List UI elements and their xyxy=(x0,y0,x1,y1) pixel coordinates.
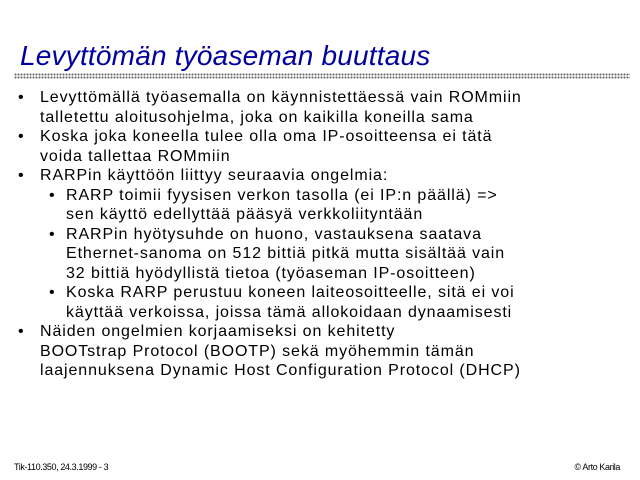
bullet-icon: • xyxy=(18,167,25,184)
bullet-line: Näiden ongelmien korjaamiseksi on kehitetty xyxy=(40,323,396,340)
bullet-line: RARPin käyttöön liittyy seuraavia ongelmia: xyxy=(40,167,389,184)
bullet-icon: • xyxy=(18,323,25,340)
bullet-icon: • xyxy=(18,89,25,106)
bullet-line: Koska joka koneella tulee olla oma IP-osoitteensa ei tätä xyxy=(40,128,493,145)
bullet-item xyxy=(0,88,640,127)
bullet-line: RARPin hyötysuhde on huono, vastauksena saatava xyxy=(66,225,482,243)
bullet-item xyxy=(0,127,640,166)
sub-bullet-item xyxy=(0,283,640,322)
bullet-line: voida tallettaa ROMmiin xyxy=(40,147,231,165)
title-divider xyxy=(14,73,630,79)
bullet-icon: • xyxy=(49,284,56,301)
bullet-line: Levyttömällä työasemalla on käynnistettäessä vain ROMmiin xyxy=(40,89,522,106)
bullet-line: Koska RARP perustuu koneen laiteosoitteelle, sitä ei voi xyxy=(66,284,515,301)
bullet-item xyxy=(0,322,640,381)
bullet-line: käyttää verkoissa, joissa tämä allokoidaan dynaamisesti xyxy=(66,303,513,321)
bullet-line: BOOTstrap Protocol (BOOTP) sekä myöhemmin tämän xyxy=(40,342,475,360)
bullet-item xyxy=(0,166,640,186)
footer-course-info: Tik-110.350, 24.3.1999 - 3 xyxy=(14,462,109,472)
bullet-icon: • xyxy=(18,128,25,145)
bullet-icon: • xyxy=(49,225,56,243)
bullet-line: sen käyttö edellyttää pääsyä verkkoliityntään xyxy=(66,206,424,223)
bullet-line: RARP toimii fyysisen verkon tasolla (ei IP:n päällä) => xyxy=(66,186,498,204)
slide-title: Levyttömän työaseman buuttaus xyxy=(20,40,431,71)
sub-bullet-item xyxy=(0,225,640,284)
bullet-icon: • xyxy=(49,186,56,204)
bullet-line: Ethernet-sanoma on 512 bittiä pitkä mutta sisältää vain xyxy=(66,245,506,262)
bullet-list xyxy=(0,88,640,381)
sub-bullet-item xyxy=(0,186,640,225)
bullet-line: 32 bittiä hyödyllistä tietoa (työaseman IP-osoitteen) xyxy=(66,264,476,282)
footer-copyright: © Arto Karila xyxy=(574,462,620,472)
bullet-line: talletettu aloitusohjelma, joka on kaikilla koneilla sama xyxy=(40,108,474,126)
bullet-line: laajennuksena Dynamic Host Configuration Protocol (DHCP) xyxy=(40,362,521,379)
